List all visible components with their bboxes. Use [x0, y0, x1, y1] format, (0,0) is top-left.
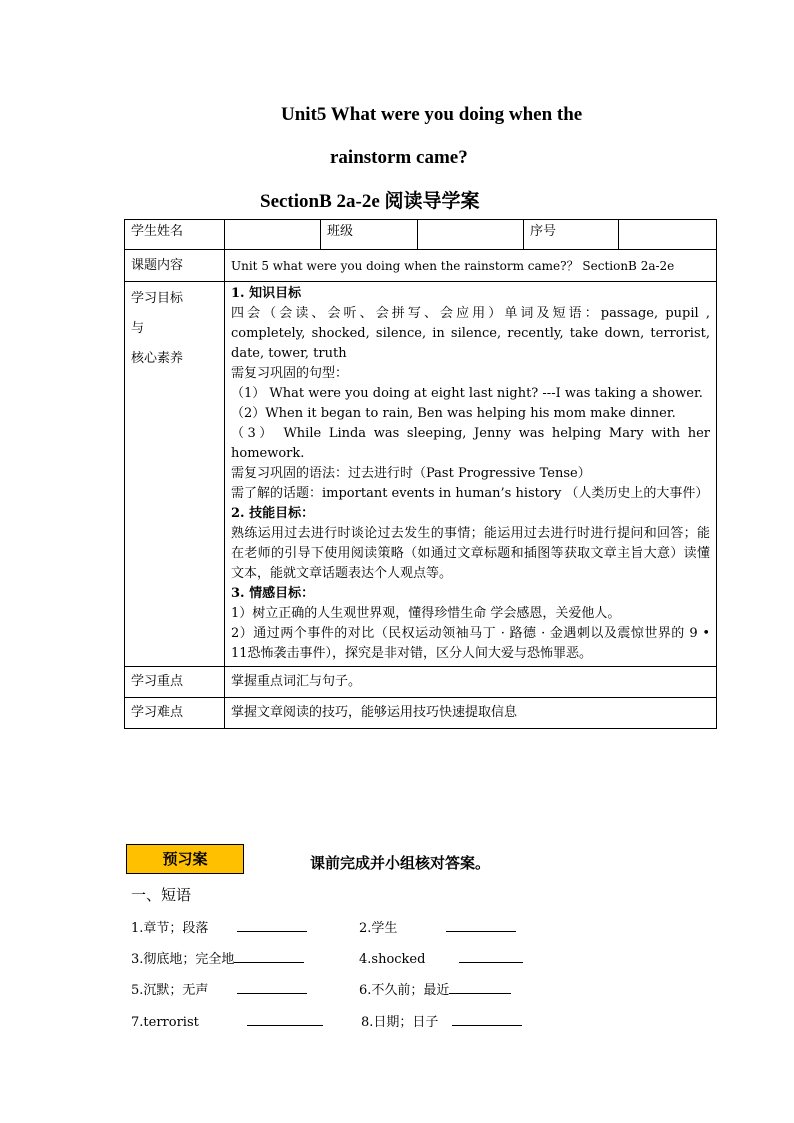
emotion-2: 2）通过两个事件的对比（民权运动领袖马丁 · 路德 · 金遇刺以及震惊世界的 9 • 11恐怖袭击事件），探究是非对错，区分人间大爱与恐怖罪恶。 [231, 626, 710, 661]
vocab-item [131, 917, 307, 936]
objectives-content [225, 282, 717, 667]
answer-blank[interactable] [234, 948, 304, 963]
topic-label: 课题内容 [125, 250, 225, 282]
objectives-label-part: 与 [131, 321, 145, 336]
vocab-prompt: 8.日期；日子 [361, 1015, 439, 1030]
preview-instruction: 课前完成并小组核对答案。 [310, 854, 491, 872]
vocab-item [359, 979, 511, 998]
sentence-2: （2）When it began to rain, Ben was helping his mom make dinner. [231, 406, 676, 421]
difficulties-content: 掌握文章阅读的技巧，能够运用技巧快速提取信息 [225, 698, 717, 729]
class-label: 班级 [321, 220, 418, 250]
student-name-label: 学生姓名 [125, 220, 225, 250]
vocab-item [359, 917, 516, 936]
table-row [125, 282, 717, 667]
sentence-heading: 需复习巩固的句型： [231, 366, 349, 381]
answer-blank[interactable] [452, 1011, 522, 1026]
vocab-item [131, 979, 307, 998]
objectives-label [125, 282, 225, 667]
seat-number-label: 序号 [524, 220, 619, 250]
phrases-section-title: 一、短语 [131, 886, 192, 904]
class-cell[interactable] [418, 220, 524, 250]
table-row [125, 698, 717, 729]
key-points-content: 掌握重点词汇与句子。 [225, 667, 717, 698]
objectives-label-part: 核心素养 [131, 351, 184, 366]
seat-number-cell[interactable] [619, 220, 717, 250]
answer-blank[interactable] [459, 948, 523, 963]
vocab-prompt: 3.彻底地；完全地 [131, 952, 235, 967]
page-subtitle: SectionB 2a-2e 阅读导学案 [260, 191, 480, 212]
objectives-label-part: 学习目标 [131, 291, 184, 306]
emotion-1: 1）树立正确的人生观世界观，懂得珍惜生命 学会感恩，关爱他人。 [231, 606, 621, 621]
info-table [124, 219, 717, 729]
student-name-cell[interactable] [225, 220, 321, 250]
difficulties-label: 学习难点 [125, 698, 225, 729]
vocab-prompt: 1.章节；段落 [131, 921, 209, 936]
answer-blank[interactable] [449, 979, 511, 994]
vocab-prompt: 4.shocked [359, 952, 426, 967]
topic-content: Unit 5 what were you doing when the rainstorm came?？ SectionB 2a-2e [225, 250, 717, 282]
knowledge-text: 四会（会读、会听、会拼写、会应用）单词及短语：passage, pupil , completely, shocked, silence, in silence, recently, take down, terrorist, date, tower, truth [231, 306, 710, 361]
vocab-prompt: 6.不久前；最近 [359, 983, 450, 998]
knowledge-heading: 1. 知识目标 [231, 286, 302, 301]
table-row [125, 250, 717, 282]
skill-text: 熟练运用过去进行时谈论过去发生的事情；能运用过去进行时进行提问和回答；能在老师的引导下使用阅读策略（如通过文章标题和插图等获取文章主旨大意）读懂文本，能就文章话题表达个人观点等。 [231, 526, 710, 581]
page-title-line1: Unit5 What were you doing when the [281, 104, 583, 125]
vocab-item [131, 948, 304, 967]
answer-blank[interactable] [237, 917, 307, 932]
vocab-prompt: 7.terrorist [131, 1015, 199, 1030]
page-title-line2: rainstorm came? [330, 147, 468, 168]
answer-blank[interactable] [247, 1011, 323, 1026]
grammar-text: 需复习巩固的语法：过去进行时（Past Progressive Tense） [231, 466, 591, 481]
vocab-item [361, 1011, 522, 1030]
answer-blank[interactable] [237, 979, 307, 994]
sentence-3: （3） While Linda was sleeping, Jenny was helping Mary with her homework. [231, 426, 710, 461]
key-points-label: 学习重点 [125, 667, 225, 698]
vocab-item [131, 1011, 323, 1030]
sentence-1: （1） What were you doing at eight last night? ---I was taking a shower. [231, 386, 703, 401]
answer-blank[interactable] [446, 917, 516, 932]
vocab-prompt: 5.沉默；无声 [131, 983, 209, 998]
vocab-prompt: 2.学生 [359, 921, 398, 936]
emotion-heading: 3. 情感目标： [231, 586, 315, 601]
preview-label-box: 预习案 [126, 844, 244, 874]
table-row [125, 220, 717, 250]
vocab-item [359, 948, 523, 967]
table-row [125, 667, 717, 698]
skill-heading: 2. 技能目标： [231, 506, 315, 521]
topic-text: 需了解的话题：important events in human’s history （人类历史上的大事件） [231, 486, 709, 501]
